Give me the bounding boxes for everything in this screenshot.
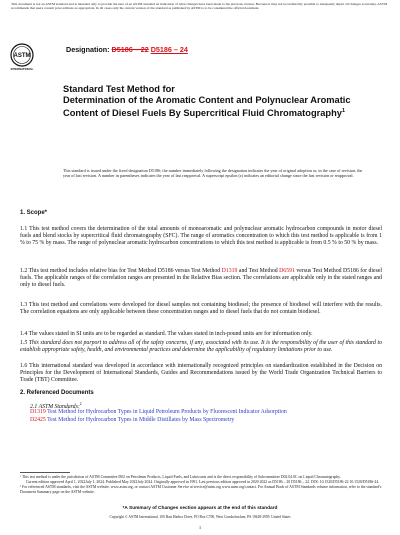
footnote-1: ¹ This test method is under the jurisdiction of ASTM Committee D02 on Petroleum Products, Liquid Fuels, and Lubricants and is the direct responsibility of Subcommittee D02.04.0C on Liquid Chromatography.: [20, 475, 341, 479]
logo-caption: INTERNATIONAL: [10, 67, 34, 71]
title-footnote-mark: 1: [341, 108, 346, 115]
reference-item[interactable]: [30, 409, 287, 416]
ref-link-d6591[interactable]: D6591: [279, 268, 295, 274]
scope-para-1-2: 1.2 This test method includes relative bias for Test Method D5186 versus Test Method D1319 and Test Method D6591 versus Test Method D5186 for diesel fuels. The applicable ranges of the correlation ranges are presented in the Relative Bias section. The correlations are applicable only in the stated ranges and only to diesel fuels.: [20, 268, 383, 289]
document-title: [63, 84, 363, 120]
ref-link-d1319[interactable]: D1319: [221, 268, 238, 274]
designation-label: Designation:: [66, 45, 110, 54]
title-line-1: Standard Test Method for: [63, 84, 175, 94]
astm-standards-subheading: 2.1 ASTM Standards:$^2$: [30, 402, 82, 410]
reference-title[interactable]: Test Method for Hydrocarbon Types in Middle Distillates by Mass Spectrometry: [47, 417, 235, 423]
reference-code[interactable]: D1319: [30, 409, 46, 415]
scope-para-1-1: 1.1 This test method covers the determination of the total amounts of monoaromatic and polynuclear aromatic hydrocarbon compounds in motor diesel fuels and blend stocks by supercritical fluid chromatography (SFC). The range of aromatics concentration to which this test method is applicable is from 1 % to 75 % by mass. The range of polynuclear aromatic hydrocarbon concentrations to which this test method is applicable is from 0.5 % to 50 % by mass.: [20, 226, 382, 247]
footnote-divider: [20, 472, 70, 473]
document-notice: This document is not an ASTM standard and is intended only to provide the user of an ASTM standard an indication of what changes have been made to the previous version. Because it may not be technically possible to adequately depict all changes accurately, ASTM recommends that users consult prior editions as appropriate. In all cases only the current version of the standard as published by ASTM is to be considered the official document.: [11, 2, 388, 11]
designation-new: D5186 – 24: [150, 45, 188, 54]
astm-logo: [8, 42, 36, 74]
referenced-documents-heading: 2. Referenced Documents: [20, 390, 94, 396]
scope-para-1-4: 1.4 The values stated in SI units are to be regarded as standard. The values stated in inch-pound units are for information only.: [20, 331, 313, 337]
footnotes: [20, 475, 382, 495]
designation-old: D5186 – 22: [111, 45, 149, 54]
scope-heading: 1. Scope*: [20, 210, 48, 216]
scope-para-1-6: 1.6 This international standard was developed in accordance with internationally recognized principles on standardization established in the Decision on Principles for the Development of International Standards, Guides and Recommendations issued by the World Trade Organization Technical Barriers to Trade (TBT) Committee.: [20, 363, 382, 384]
footnote-1-edition: Current edition approved April 1, 2022July 1, 2024. Published May 2022July 2024. Originally approved in 1991. Last previous edition approved in 2020 2022 as D5186 – 20 D5186 – 22. DOI: 10.1520/D5186-22 10.1520/D5186-24.: [26, 480, 380, 484]
summary-of-changes-note: *A Summary of Changes section appears at the end of this standard: [122, 506, 278, 511]
page-number: 1: [198, 525, 202, 530]
reference-item[interactable]: [30, 417, 234, 424]
standard-issue-note: This standard is issued under the fixed designation D5186; the number immediately following the designation indicates the year of original adoption or, in the case of revision, the year of last revision. A number in parentheses indicates the year of last reapproval. A superscript epsilon (ε) indicates an editorial change since the last revision or reapproval.: [63, 168, 363, 179]
reference-code[interactable]: D2425: [30, 417, 46, 423]
reference-title[interactable]: Test Method for Hydrocarbon Types in Liquid Petroleum Products by Fluorescent Indicator Adsorption: [47, 409, 287, 415]
copyright-line: Copyright © ASTM International, 100 Barr Harbor Drive, PO Box C700, West Conshohocken, PA 19428-2959. United States: [109, 515, 291, 519]
title-line-2: Determination of the Aromatic Content and Polynuclear Aromatic Content of Diesel Fuels By Supercritical Fluid Chromatography$^1$: [63, 95, 351, 119]
footnote-2: ² For referenced ASTM standards, visit the ASTM website, www.astm.org, or contact ASTM Customer Service at service@astm.org www.astm.org/contact. For Annual Book of ASTM Standards volume information, refer to the standard's Document Summary page on the ASTM website.: [20, 485, 382, 494]
scope-para-1-5: 1.5 This standard does not purport to address all of the safety concerns, if any, associated with its use. It is the responsibility of the user of this standard to establish appropriate safety, health, and environmental practices and determine the applicability of regulatory limitations prior to use.: [20, 340, 382, 354]
scope-para-1-3: 1.3 This test method and correlations were developed for diesel samples not containing biodiesel; the presence of biodiesel will interfere with the results. The correlation equations are only applicable between these concentration ranges and to diesel fuels that do not contain biodiesel.: [20, 302, 382, 316]
designation: [66, 45, 188, 54]
svg-text:ASTM: ASTM: [13, 53, 31, 59]
